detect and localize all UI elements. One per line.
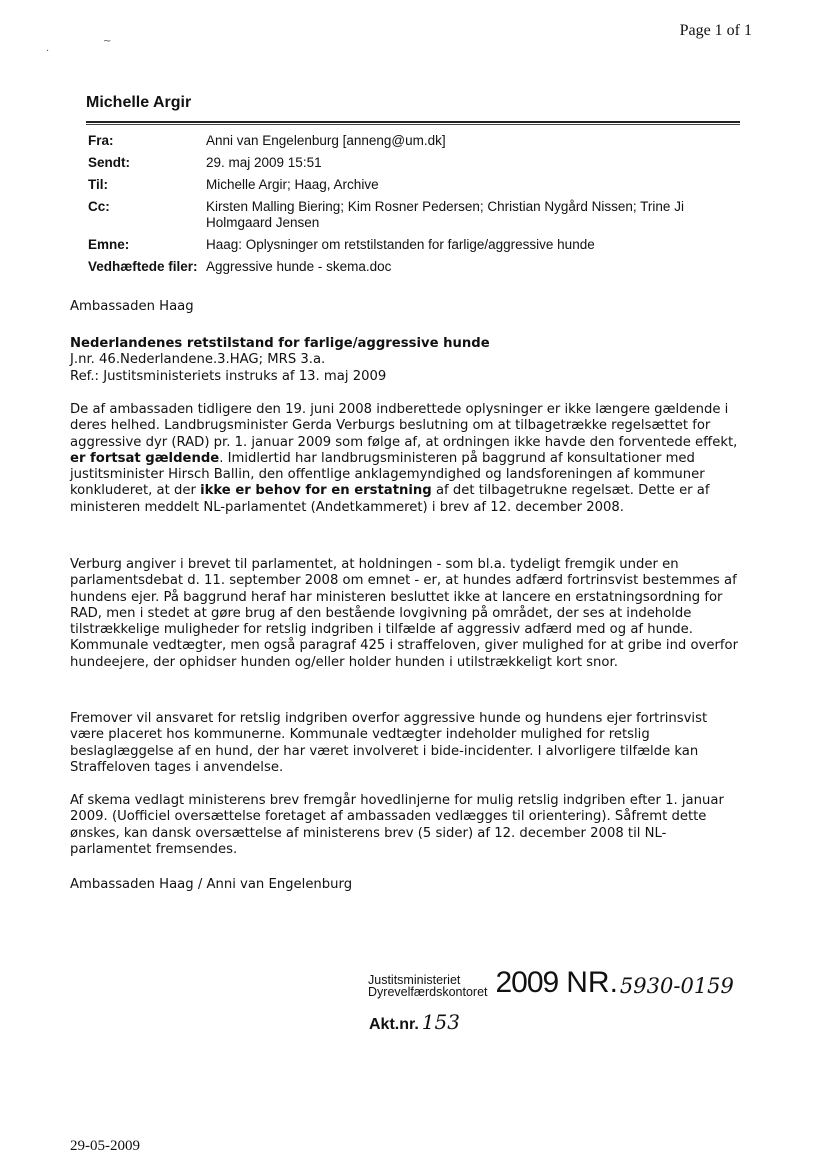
sent-row <box>88 155 748 171</box>
paragraph-1-text: . Imidlertid har landbrugsministeren på baggrund af konsultationer med justitsminister Hirsch Ballin, den offentlige anklagemyndighed og landsforeningen af kommuner konkluderet, at der <box>70 450 705 499</box>
subject-value: Haag: Oplysninger om retstilstanden for farlige/aggressive hunde <box>206 237 595 252</box>
akt-label: Akt.nr. <box>369 1016 419 1033</box>
paragraph-3: Fremover vil ansvaret for retslig indgriben overfor aggressive hunde og hundens ejer fortrinsvist være placeret hos kommunerne. Kommunale vedtægter indeholder mulighed for retslig beslaglæggelse af en hund, der har været involveret i bide-incidenter. I alvorligere tilfælde kan Straffeloven tages i anvendelse. <box>70 711 708 775</box>
attachments-label: Vedhæftede filer: <box>88 259 198 274</box>
scan-speck: · <box>46 46 50 57</box>
to-label: Til: <box>88 177 108 192</box>
letter-title: Nederlandenes retstilstand for farlige/aggressive hunde <box>70 336 490 351</box>
from-value: Anni van Engelenburg [anneng@um.dk] <box>206 133 446 148</box>
paragraph-1-emphasis: ikke er behov for en erstatning <box>200 483 432 499</box>
header-divider <box>86 121 740 123</box>
mailbox-owner-name: Michelle Argir <box>86 94 192 111</box>
subject-label: Emne: <box>88 237 130 252</box>
sent-value: 29. maj 2009 15:51 <box>206 155 322 170</box>
to-value: Michelle Argir; Haag, Archive <box>206 177 379 192</box>
journal-reference: J.nr. 46.Nederlandene.3.HAG; MRS 3.a. <box>70 352 326 368</box>
stamp-nr-label: NR. <box>566 966 618 999</box>
paragraph-2: Verburg angiver i brevet til parlamentet, at holdningen - som bl.a. tydeligt fremgik under en parlamentsdebat d. 11. september 2008 om emnet - er, at hundes adfærd fortrinsvist bestemmes af hundens ejer. På baggrund heraf har ministeren besluttet ikke at lancere en erstatningsordning for RAD, men i stedet at gøre brug af den bestående lovgivning på området, der ses at indeholde tilstrækkelige muligheder for retslig indgriben i tilfælde af aggressiv adfærd med og af hunde. Kommunale vedtægter, men også paragraf 425 i straffeloven, giver mulighed for at gribe ind overfor hundeejere, der ophidser hunden og/eller holder hunden i utilstrækkeligt kort snor. <box>70 557 739 670</box>
stamp-department: Dyrevelfærdskontoret <box>368 985 488 999</box>
paragraph-1 <box>70 402 740 516</box>
to-row <box>88 177 748 193</box>
attachment-link[interactable]: Aggressive hunde - skema.doc <box>206 259 392 274</box>
page-number: Page 1 of 1 <box>679 22 752 39</box>
registration-stamp <box>368 968 734 998</box>
cc-value: Kirsten Malling Biering; Kim Rosner Pedersen; Christian Nygård Nissen; Trine Ji Holmgaard Jensen <box>206 199 684 230</box>
header-divider-thin <box>86 124 740 125</box>
paragraph-1-emphasis: er fortsat gældende <box>70 450 220 466</box>
paragraph-1-text: af det tilbagetrukne regelsæt. Dette er af ministeren meddelt NL-parlamentet (Andetkammeret) i brev af 12. december 2008. <box>70 483 710 515</box>
greeting: Ambassaden Haag <box>70 299 194 314</box>
instruction-reference: Ref.: Justitsministeriets instruks af 13. maj 2009 <box>70 368 387 384</box>
attachments-row <box>88 259 748 275</box>
cc-row <box>88 199 748 231</box>
scan-speck: ~ <box>103 36 112 47</box>
sent-label: Sendt: <box>88 155 130 170</box>
letter-subject-block <box>70 336 740 385</box>
akt-number <box>369 1010 460 1034</box>
paragraph-4: Af skema vedlagt ministerens brev fremgår hovedlinjerne for mulig retslig indgriben efter 1. januar 2009. (Uofficiel oversættelse foretaget af ambassaden vedlægges til orientering). Såfremt dette ønskes, kan dansk oversættelse af ministerens brev (5 sider) af 12. december 2008 til NL-parlamentet fremsendes. <box>70 793 724 857</box>
from-label: Fra: <box>88 133 114 148</box>
email-header <box>88 133 748 281</box>
signature-line: Ambassaden Haag / Anni van Engelenburg <box>70 877 353 892</box>
akt-handwritten-number: 153 <box>421 1010 460 1034</box>
from-row <box>88 133 748 149</box>
stamp-ministry: Justitsministeriet <box>368 973 461 987</box>
stamp-case-number: 5930-0159 <box>619 974 734 998</box>
footer-date: 29-05-2009 <box>70 1138 140 1154</box>
cc-label: Cc: <box>88 199 110 214</box>
subject-row <box>88 237 748 253</box>
paragraph-1-text: De af ambassaden tidligere den 19. juni 2008 indberettede oplysninger er ikke længere gældende i deres helhed. Landbrugsminister Gerda Verburgs beslutning om at tilbagetrække regelsættet for aggressive dyr (RAD) pr. 1. januar 2009 som følge af, at ordningen ikke havde den forventede effekt, <box>70 402 738 450</box>
stamp-year: 2009 <box>495 966 559 999</box>
stamp-office <box>368 974 488 998</box>
